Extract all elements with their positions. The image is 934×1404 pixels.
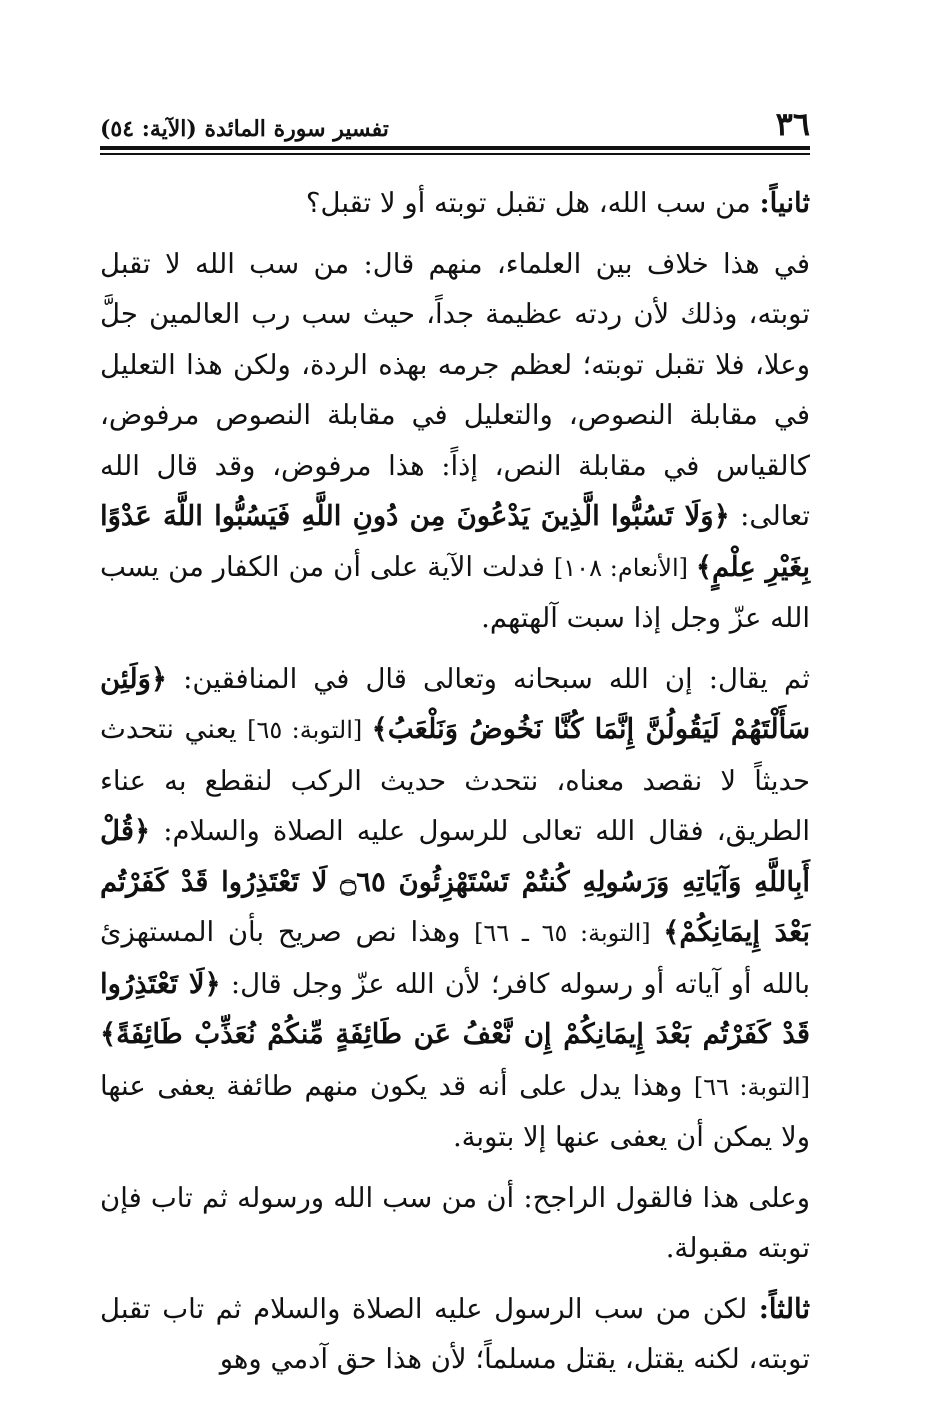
- quran-verse: ﴿لَا تَعْتَذِرُوا قَدْ كَفَرْتُم بَعْدَ إِيمَانِكُمْ إِن نَّعْفُ عَن طَائِفَةٍ مِّنكُمْ نُعَذِّبْ طَائِفَةً﴾: [100, 967, 810, 1050]
- body-text: [100, 178, 810, 1395]
- header-rule-thin: [100, 153, 810, 155]
- paragraph-4: [100, 1173, 810, 1274]
- verse-reference: [التوبة: ٦٦]: [693, 1072, 811, 1101]
- verse-reference: [التوبة: ٦٥]: [247, 716, 372, 744]
- header-rule-thick: [100, 146, 810, 150]
- paragraph-lead: ثالثاً:: [758, 1292, 810, 1325]
- running-title: تفسير سورة المائدة (الآية: ٥٤): [100, 116, 389, 142]
- page-number: ٣٦: [775, 105, 810, 143]
- verse-reference: [الأنعام: ١٠٨]: [553, 553, 696, 582]
- body-segment: لكن من سب الرسول عليه الصلاة والسلام ثم تاب تقبل توبته، لكنه يقتل، يقتل مسلماً؛ لأن هذا حق آدمي وهو: [100, 1292, 810, 1375]
- verse-reference: [التوبة: ٦٥ ـ ٦٦]: [474, 919, 664, 947]
- quran-verse: ﴿وَلَئِن سَأَلْتَهُمْ لَيَقُولُنَّ إِنَّمَا كُنَّا نَخُوضُ وَنَلْعَبُ﴾: [100, 662, 810, 745]
- body-segment: ثم يقال: إن الله سبحانه وتعالى قال في المنافقين:: [167, 662, 810, 695]
- body-segment: فدلت الآية على أن من الكفار من يسب الله عزّ وجل إذا سبت آلهتهم.: [100, 550, 810, 634]
- paragraph-2: [100, 239, 810, 644]
- quran-verse: ﴿وَلَا تَسُبُّوا الَّذِينَ يَدْعُونَ مِن دُونِ اللَّهِ فَيَسُبُّوا اللَّهَ عَدْوًا بِغَيْرِ عِلْمٍ﴾: [100, 500, 810, 583]
- paragraph-lead: ثانياً:: [759, 187, 810, 219]
- body-segment: في هذا خلاف بين العلماء، منهم قال: من سب الله لا تقبل توبته، وذلك لأن ردته عظيمة جداً، حيث سب رب العالمين جلَّ وعلا، فلا تقبل توبته؛ لعظم جرمه بهذه الردة، ولكن هذا التعليل في مقابلة النصوص، والتعليل في مقابلة النصوص مرفوض، كالقياس في مقابلة النص، إذاً: هذا مرفوض، وقد قال الله تعالى:: [100, 247, 810, 532]
- paragraph-5: [100, 1284, 810, 1385]
- quran-verse: ﴿قُلْ أَبِاللَّهِ وَآيَاتِهِ وَرَسُولِهِ كُنتُمْ تَسْتَهْزِئُونَ ۝٦٥ لَا تَعْتَذِرُوا قَدْ كَفَرْتُم بَعْدَ إِيمَانِكُمْ﴾: [100, 815, 810, 948]
- body-segment: وهذا يدل على أنه قد يكون منهم طائفة يعفى عنها ولا يمكن أن يعفى عنها إلا بتوبة.: [100, 1069, 810, 1153]
- paragraph-3: [100, 654, 810, 1163]
- body-segment: من سب الله، هل تقبل توبته أو لا تقبل؟: [305, 187, 760, 219]
- body-segment: وهذا نص صريح بأن المستهزئ بالله أو آياته أو رسوله كافر؛ لأن الله عزّ وجل قال:: [100, 916, 810, 1000]
- body-segment: وعلى هذا فالقول الراجح: أن من سب الله ورسوله ثم تاب فإن توبته مقبولة.: [100, 1181, 810, 1264]
- paragraph-1: [100, 178, 810, 229]
- page-header: [100, 104, 810, 144]
- body-segment: يعني نتحدث حديثاً لا نقصد معناه، نتحدث حديث الركب لنقطع به عناء الطريق، فقال الله تعالى للرسول عليه الصلاة والسلام:: [100, 713, 810, 847]
